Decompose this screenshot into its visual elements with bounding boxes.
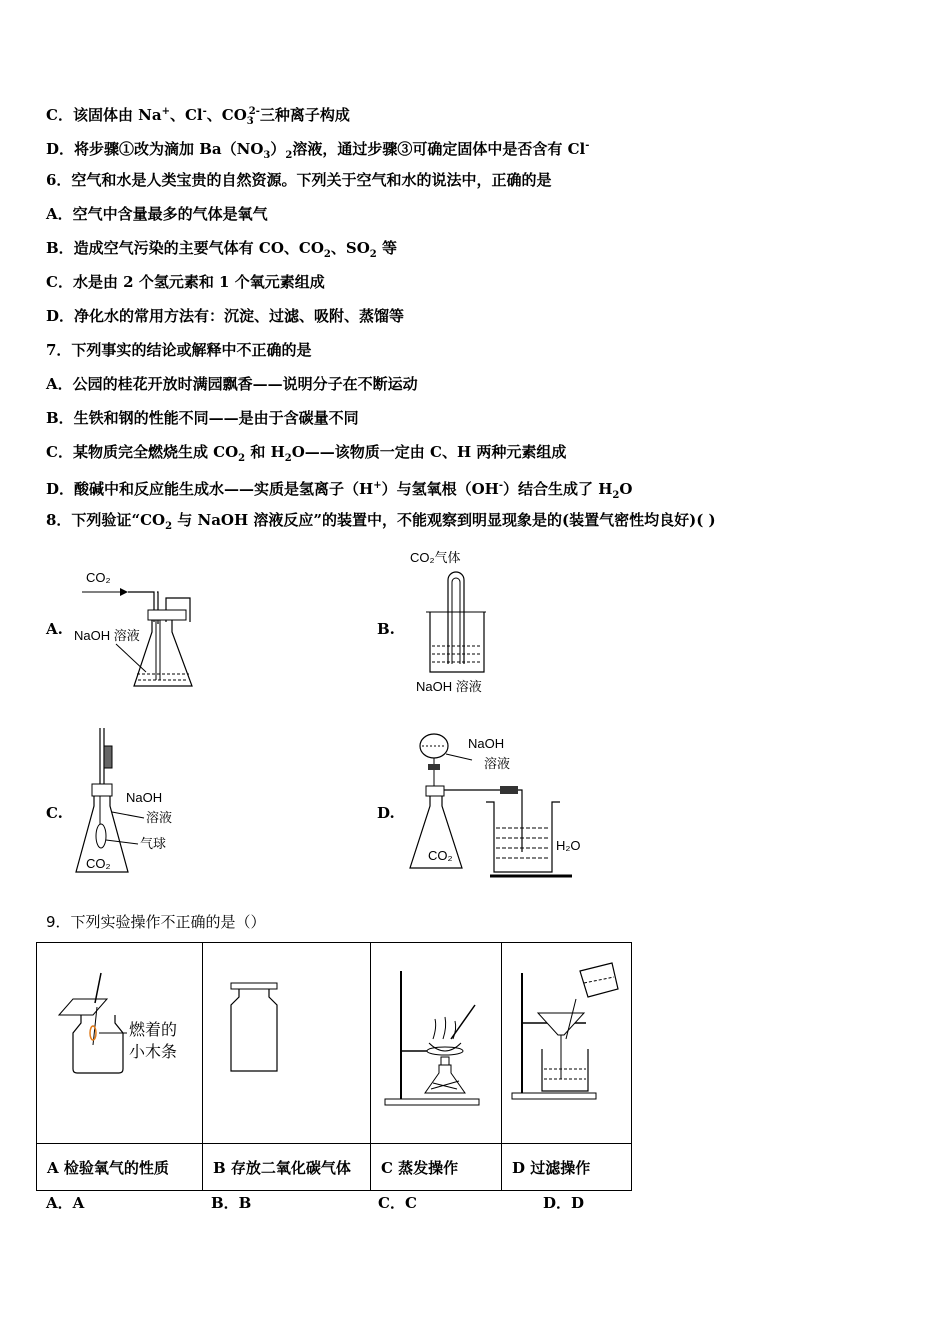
q5-option-c: C．该固体由 Na+、Cl-、$CO_3^{2-}$三种离子构成 [46,106,350,127]
q7-option-b: B．生铁和钢的性能不同——是由于含碳量不同 [46,409,359,427]
q6-stem: 6．空气和水是人类宝贵的自然资源。下列关于空气和水的说法中，正确的是 [46,171,552,189]
fig-d-gas-label: CO₂ [428,848,453,863]
q5-option-d: D．将步骤①改为滴加 $Ba(NO_3)_2$溶液，通过步骤③可确定固体中是否含有 Cl- [46,140,590,161]
q9-figure-b [203,943,370,1139]
fig-c-naoh-label: NaOH [126,790,163,805]
q8-label-d: D. [377,804,395,822]
fig-c-solution-label: 溶液 [146,810,173,825]
q9-answer-c: C．C [378,1194,417,1212]
q9-figure-c [371,943,501,1139]
q9-figure-a-cell [37,943,203,1144]
q9-table [36,942,632,1191]
q8-figure-a [66,562,206,694]
q9-figure-a [37,943,202,1139]
q9-caption-b: B 存放二氧化碳气体 [203,1144,371,1191]
q9-stem: 9．下列实验操作不正确的是（） [46,913,266,931]
q8-label-a: A. [46,620,63,638]
q9-fig-a-label-2: 小木条 [129,1044,178,1061]
q9-figure-b-cell [203,943,371,1144]
q6-option-a: A．空气中含量最多的气体是氧气 [46,205,268,223]
fig-d-solution-label: 溶液 [484,756,511,771]
q8-figure-c [68,726,188,878]
fig-c-gas-label: CO₂ [86,856,111,871]
fig-a-gas-label: CO₂ [86,570,111,585]
q9-answer-b: B．B [211,1194,252,1212]
q9-figure-d [502,943,631,1139]
q6-option-c: C．水是由 2 个氢元素和 1 个氧元素组成 [46,273,325,291]
q9-figure-c-cell [371,943,502,1144]
fig-a-solution-label: NaOH 溶液 [74,628,140,643]
q6-option-b: B．造成空气污染的主要气体有 CO、$CO_2$、$SO_2$ 等 [46,239,397,260]
q7-option-c: C．某物质完全燃烧生成 $CO_2$ 和 $H_2O——$该物质一定由 C、H 两种元素组成 [46,443,567,464]
fig-d-water-label: H₂O [556,838,581,853]
fig-b-gas-label: CO₂气体 [410,550,461,565]
q9-caption-c: C 蒸发操作 [371,1144,502,1191]
q8-label-b: B. [377,620,395,638]
q6-option-d: D．净化水的常用方法有：沉淀、过滤、吸附、蒸馏等 [46,307,405,325]
q9-answer-a: A．A [46,1194,85,1212]
q8-figure-b [400,546,510,698]
q8-figure-d [406,724,596,882]
q8-label-c: C. [46,804,63,822]
fig-d-naoh-label: NaOH [468,736,505,751]
q9-fig-a-label-1: 燃着的 [129,1022,178,1039]
fig-c-balloon-label: 气球 [140,836,167,851]
q9-figure-d-cell [502,943,632,1144]
q7-stem: 7．下列事实的结论或解释中不正确的是 [46,341,312,359]
q8-stem: 8．下列验证“$CO_2$ 与 NaOH 溶液反应”的装置中，不能观察到明显现象是的(装置气密性均良好)( ) [46,511,716,532]
fig-b-solution-label: NaOH 溶液 [416,679,482,694]
q9-caption-a: A 检验氧气的性质 [37,1144,203,1191]
q9-answer-d: D．D [543,1194,585,1212]
q7-option-a: A．公园的桂花开放时满园飘香——说明分子在不断运动 [46,375,418,393]
q7-option-d: D．酸碱中和反应能生成水——实质是氢离子（H+）与氢氧根（OH-）结合生成了 $H_2O$ [46,480,633,501]
q9-caption-d: D 过滤操作 [502,1144,632,1191]
